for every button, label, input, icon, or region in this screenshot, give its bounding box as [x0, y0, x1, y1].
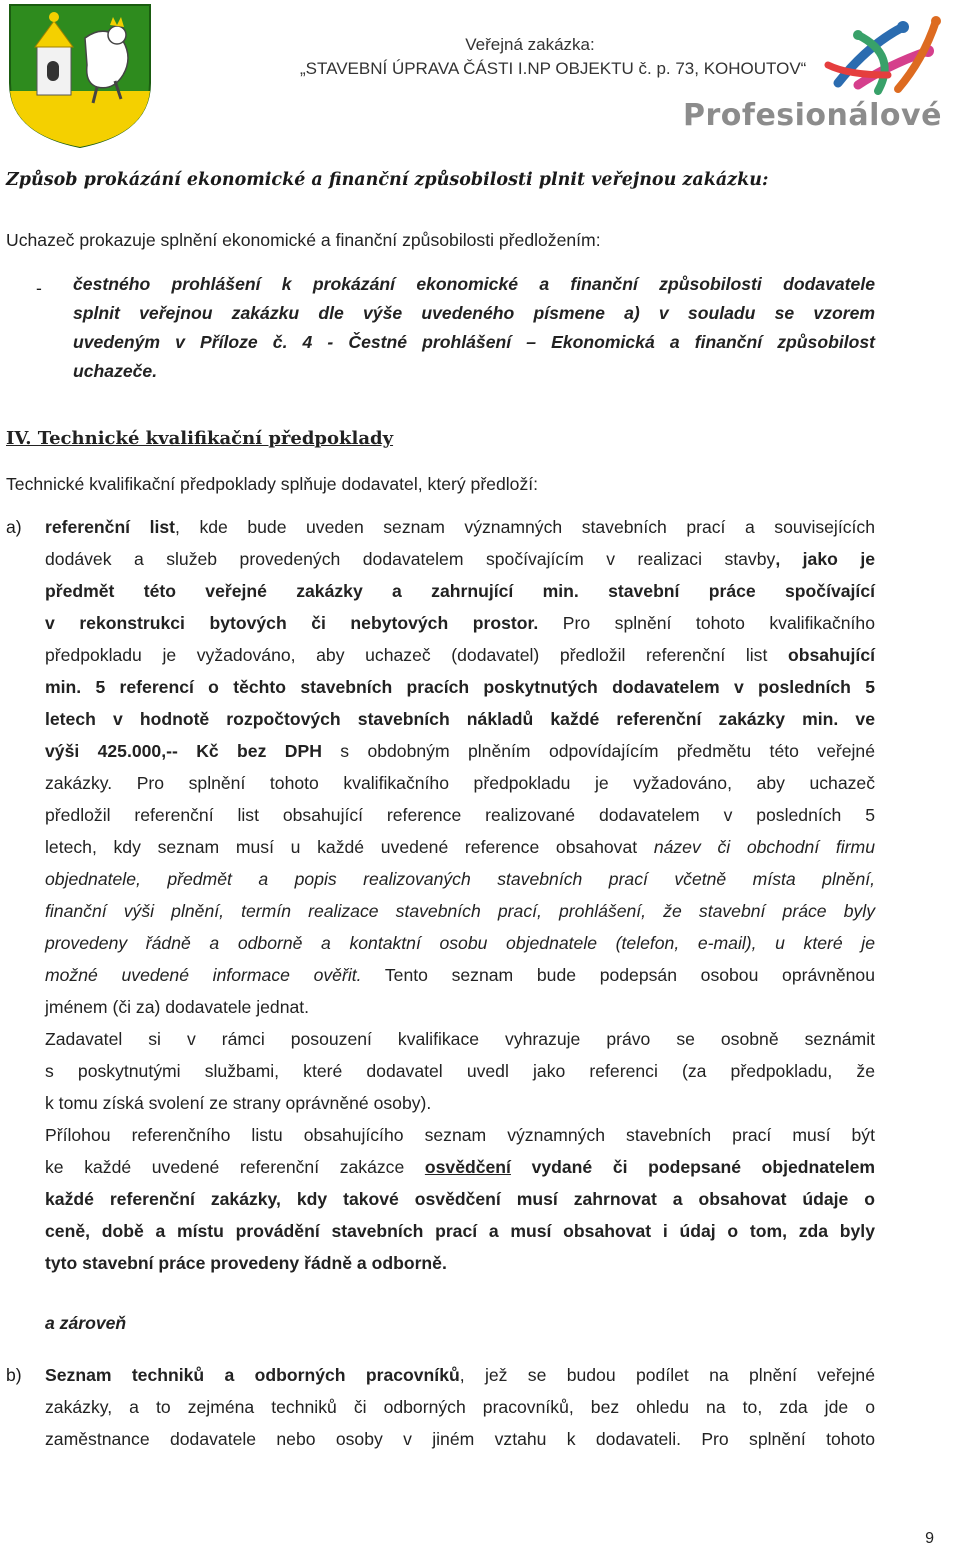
item-b-text [45, 1359, 875, 1455]
item-a-line: každé referenční zakázky, kdy takové osvědčení musí zahrnovat a obsahovat údaje o [45, 1189, 875, 1209]
economic-bullet [73, 270, 875, 386]
item-a-line [45, 639, 875, 671]
item-a-line [45, 735, 875, 767]
bullet-line: splnit veřejnou zakázku dle výše uvedeného písmene a) v souladu se vzorem [73, 303, 875, 323]
item-a-marker: a) [6, 517, 22, 537]
item-a-text [45, 511, 875, 1279]
bullet-line: čestného prohlášení k prokázání ekonomické a finanční způsobilosti dodavatele [73, 274, 875, 294]
item-a-line: Zadavatel si v rámci posouzení kvalifikace vyhrazuje právo se osobně seznámit [45, 1029, 875, 1049]
item-a-line: s poskytnutými službami, které dodavatel uvedl jako referenci (za předpokladu, že [45, 1061, 875, 1081]
and-also: a zároveň [45, 1313, 127, 1333]
item-a-text-part: dodávek a služeb provedených dodavatelem spočívajícím v realizaci stavby [45, 549, 776, 569]
item-a-line: Přílohou referenčního listu obsahujícího seznam významných stavebních prací musí být [45, 1125, 875, 1145]
economic-intro-text: Uchazeč prokazuje splnění ekonomické a finanční způsobilosti předložením: [6, 230, 601, 250]
item-a-line [45, 607, 875, 639]
item-a-bold: v rekonstrukci bytových či nebytových prostor. [45, 613, 539, 633]
item-a-line: předložil referenční list obsahující reference realizované dodavatelem v posledních 5 [45, 805, 875, 825]
profesionalove-logo-icon [688, 5, 958, 100]
page-header [0, 0, 960, 150]
item-a-bold: vydané či podepsané objednatelem [510, 1157, 876, 1177]
item-a-line: min. 5 referencí o těchto stavebních pracích poskytnutých dodavatelem v posledních 5 [45, 677, 875, 697]
item-a-text-part: , kde bude uveden seznam významných stavebních prací a souvisejících [175, 517, 875, 537]
tender-title-line1: Veřejná zakázka: [465, 35, 595, 54]
economic-heading: Způsob prokázání ekonomické a finanční způsobilosti plnit veřejnou zakázku: [6, 170, 769, 190]
page-number: 9 [925, 1530, 934, 1547]
item-a-italic: název či obchodní firmu [653, 837, 875, 857]
item-a-line: tyto stavební práce provedeny řádně a odborně. [45, 1253, 447, 1273]
item-a-line: provedeny řádně a odborně a kontaktní osobu objednatele (telefon, e-mail), u které je [45, 933, 875, 953]
item-a-line: ceně, době a místu provádění stavebních prací a musí obsahovat i údaj o tom, zda byly [45, 1221, 875, 1241]
economic-intro [6, 224, 906, 256]
bullet-marker: - [36, 278, 42, 298]
item-a-line [45, 511, 875, 543]
item-a-line: předmět této veřejné zakázky a zahrnující min. stavební práce spočívající [45, 581, 875, 601]
item-a-bold: , jako je [775, 549, 876, 569]
item-a-text-part: ke každé uvedené referenční zakázce [45, 1157, 425, 1177]
item-a-bold: obsahující [787, 645, 875, 665]
item-a-text-part: předpokladu je vyžadováno, aby uchazeč (dodavatel) předložil referenční list [45, 645, 788, 665]
item-b-text-part: , jež se budou podílet na plnění veřejné [459, 1365, 876, 1385]
item-a-bold: výši 425.000,-- Kč bez DPH [45, 741, 322, 761]
item-a-text-part: Tento seznam bude podepsán osobou oprávněnou [361, 965, 875, 985]
item-a-line [45, 831, 875, 863]
item-a-line: finanční výši plnění, termín realizace stavebních prací, prohlášení, že stavební práce byly [45, 901, 875, 921]
item-a-text-part: s obdobným plněním odpovídajícím předmětu této veřejné [321, 741, 875, 761]
municipal-crest-icon [5, 3, 155, 149]
item-a-line [45, 959, 875, 991]
item-a-bold: referenční list [45, 517, 176, 537]
item-a-line [45, 543, 875, 575]
item-b-line: zakázky, a to zejména techniků či odborných pracovníků, bez ohledu na to, zda jde o [45, 1397, 875, 1417]
item-a-line [45, 1151, 875, 1183]
item-a-line: zakázky. Pro splnění tohoto kvalifikačního předpokladu je vyžadováno, aby uchazeč [45, 773, 875, 793]
item-a-line: objednatele, předmět a popis realizovaných stavebních prací včetně místa plnění, [45, 869, 875, 889]
technical-intro-text: Technické kvalifikační předpoklady splňuje dodavatel, který předloží: [6, 474, 539, 494]
item-b-marker: b) [6, 1365, 22, 1385]
item-a-text-part: Pro splnění tohoto kvalifikačního [538, 613, 875, 633]
technical-intro [6, 468, 906, 500]
item-b-line [45, 1359, 875, 1391]
item-a-line: letech v hodnotě rozpočtových stavebních nákladů každé referenční zakázky min. ve [45, 709, 875, 729]
bullet-line: uvedeným v Příloze č. 4 - Čestné prohlášení – Ekonomická a finanční způsobilost [73, 332, 875, 352]
brand-name: Profesionálové [683, 98, 942, 133]
item-a-line: k tomu získá svolení ze strany oprávněné osoby). [45, 1093, 432, 1113]
bullet-line: uchazeče. [73, 361, 158, 381]
item-a-underlined: osvědčení [424, 1157, 511, 1177]
item-b-line: zaměstnance dodavatele nebo osoby v jiném vztahu k dodavateli. Pro splnění tohoto [45, 1429, 875, 1449]
section-heading: IV. Technické kvalifikační předpoklady [6, 428, 394, 449]
item-a-text-part: letech, kdy seznam musí u každé uvedené reference obsahovat [45, 837, 654, 857]
item-a-italic: možné uvedené informace ověřit. [45, 965, 362, 985]
item-b-bold: Seznam techniků a odborných pracovníků [45, 1365, 460, 1385]
item-a-line: jménem (či za) dodavatele jednat. [45, 997, 310, 1017]
tender-title-line2: „STAVEBNÍ ÚPRAVA ČÁSTI I.NP OBJEKTU č. p. 73, KOHOUTOV“ [300, 59, 807, 78]
